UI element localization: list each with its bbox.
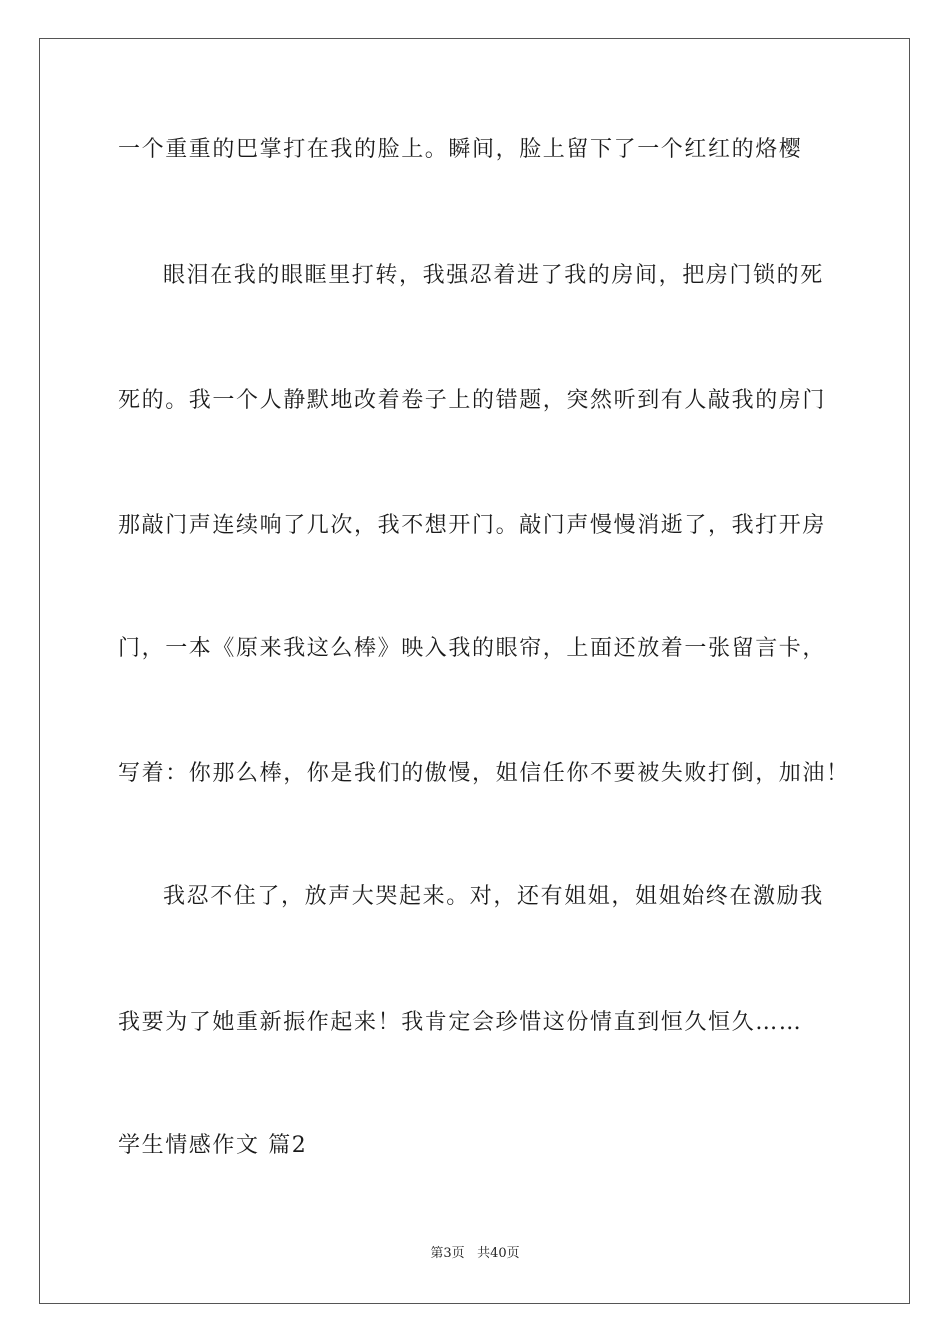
text-line-3: 死的。我一个人静默地改着卷子上的错题，突然听到有人敲我的房门 <box>118 388 827 413</box>
page-footer <box>0 1245 950 1263</box>
text-line-7: 我忍不住了，放声大哭起来。对，还有姐姐，姐姐始终在激励我 <box>163 884 824 909</box>
page-number: 第3页 <box>430 1246 465 1261</box>
text-line-8: 我要为了她重新振作起来！我肯定会珍惜这份情直到恒久恒久…… <box>118 1010 803 1035</box>
text-line-1: 一个重重的巴掌打在我的脸上。瞬间，脸上留下了一个红红的烙樱 <box>118 137 803 162</box>
text-line-6: 写着：你那么棒，你是我们的傲慢，姐信任你不要被失败打倒，加油！ <box>118 761 850 786</box>
page-border <box>39 38 910 1304</box>
section-heading: 学生情感作文 篇2 <box>118 1133 308 1158</box>
text-line-2: 眼泪在我的眼眶里打转，我强忍着进了我的房间，把房门锁的死 <box>163 263 824 288</box>
text-line-4: 那敲门声连续响了几次，我不想开门。敲门声慢慢消逝了，我打开房 <box>118 513 827 538</box>
page-total: 共40页 <box>477 1246 520 1261</box>
text-line-5: 门，一本《原来我这么棒》映入我的眼帘，上面还放着一张留言卡， <box>118 636 827 661</box>
